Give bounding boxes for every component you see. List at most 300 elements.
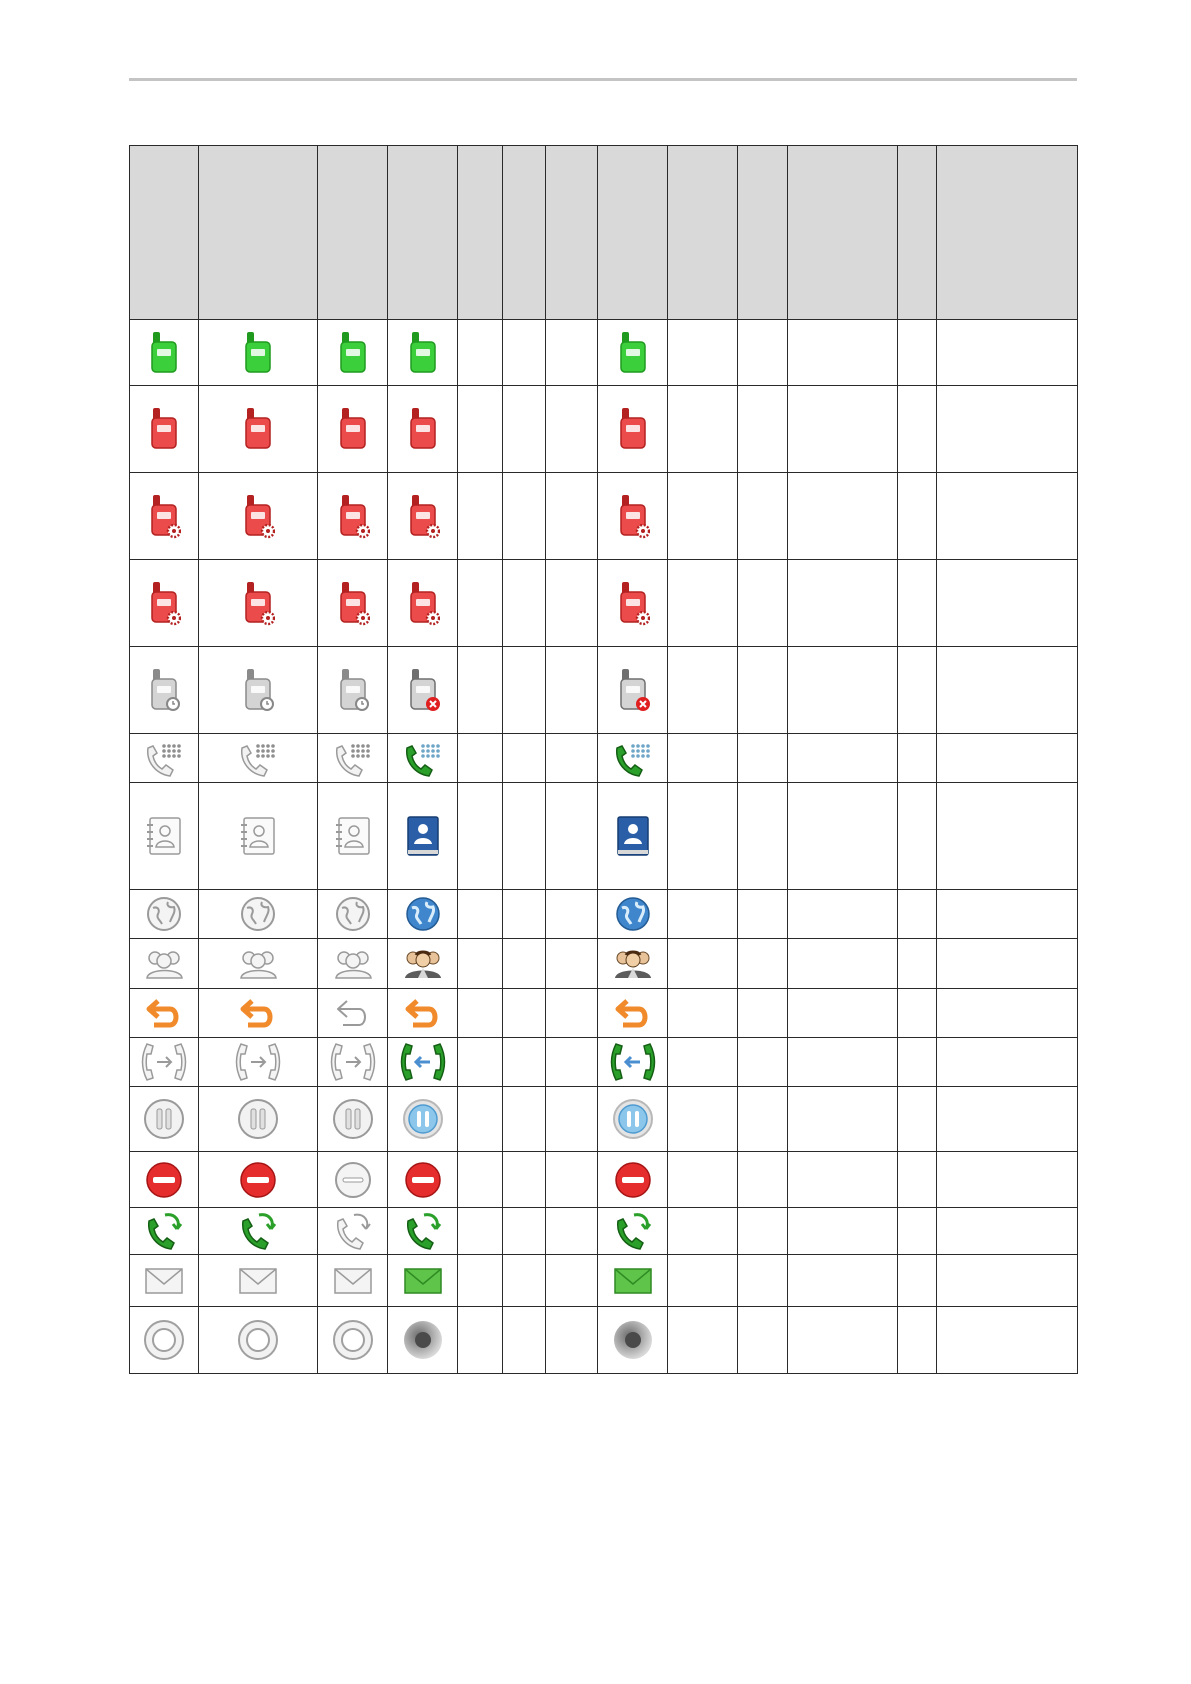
record-icon xyxy=(236,1318,280,1362)
table-cell xyxy=(503,734,546,783)
table-cell xyxy=(199,1208,318,1255)
table-cell xyxy=(458,783,503,890)
group-color-icon xyxy=(610,946,656,982)
table-cell xyxy=(668,939,738,989)
table-cell xyxy=(199,939,318,989)
table-cell xyxy=(668,989,738,1038)
record-dark-icon xyxy=(401,1318,445,1362)
table-cell xyxy=(598,473,668,560)
table-cell xyxy=(937,890,1078,939)
globe-icon xyxy=(333,894,373,934)
table-cell xyxy=(738,734,788,783)
table-cell xyxy=(388,1152,458,1208)
group-icon xyxy=(141,946,187,982)
header-rule xyxy=(129,78,1077,81)
table-cell xyxy=(668,890,738,939)
table-cell xyxy=(318,1087,388,1152)
table-cell xyxy=(898,890,937,939)
table-cell xyxy=(199,1307,318,1374)
globe-icon xyxy=(144,894,184,934)
table-cell xyxy=(388,1255,458,1307)
phone-red-gear-icon xyxy=(147,580,181,626)
dialpad-green-icon xyxy=(611,738,655,778)
dnd-red-icon xyxy=(613,1160,653,1200)
back-orange-icon xyxy=(144,995,184,1031)
table-cell xyxy=(546,1208,598,1255)
envelope-green-icon xyxy=(403,1266,443,1296)
phone-gray-icon xyxy=(241,667,275,713)
hold-icon xyxy=(236,1097,280,1141)
table-cell xyxy=(788,734,898,783)
table-cell xyxy=(458,1307,503,1374)
phone-red-icon xyxy=(616,406,650,452)
table-cell xyxy=(788,890,898,939)
table-cell xyxy=(199,1087,318,1152)
table-row xyxy=(130,939,1078,989)
phone-red-gear-icon xyxy=(406,580,440,626)
table-cell xyxy=(318,939,388,989)
dnd-red-icon xyxy=(403,1160,443,1200)
table-cell xyxy=(668,320,738,386)
directory-icon xyxy=(144,814,184,858)
table-cell xyxy=(503,890,546,939)
transfer-icon xyxy=(328,1040,378,1084)
table-cell xyxy=(898,386,937,473)
table-cell xyxy=(130,1307,199,1374)
table-cell xyxy=(738,1038,788,1087)
table-cell xyxy=(937,386,1078,473)
table-row xyxy=(130,989,1078,1038)
table-cell xyxy=(458,890,503,939)
table-cell xyxy=(788,647,898,734)
table-cell xyxy=(130,647,199,734)
header-cell xyxy=(318,146,388,320)
table-cell xyxy=(318,1208,388,1255)
table-cell xyxy=(199,386,318,473)
table-cell xyxy=(546,734,598,783)
back-orange-icon xyxy=(403,995,443,1031)
envelope-icon xyxy=(144,1266,184,1296)
table-cell xyxy=(738,783,788,890)
forward-outline-icon xyxy=(332,1211,374,1251)
table-cell xyxy=(458,320,503,386)
table-cell xyxy=(458,1255,503,1307)
table-cell xyxy=(598,1152,668,1208)
table-row xyxy=(130,734,1078,783)
table-cell xyxy=(318,989,388,1038)
record-icon xyxy=(331,1318,375,1362)
table-cell xyxy=(738,473,788,560)
table-cell xyxy=(546,560,598,647)
table-cell xyxy=(199,734,318,783)
table-cell xyxy=(937,989,1078,1038)
table-cell xyxy=(130,1152,199,1208)
dialpad-icon xyxy=(236,738,280,778)
table-cell xyxy=(738,560,788,647)
directory-blue-icon xyxy=(403,814,443,858)
table-cell xyxy=(546,1087,598,1152)
table-cell xyxy=(130,560,199,647)
table-cell xyxy=(388,890,458,939)
table-cell xyxy=(503,560,546,647)
table-cell xyxy=(738,989,788,1038)
icon-table xyxy=(129,145,1078,1374)
table-cell xyxy=(937,783,1078,890)
table-cell xyxy=(738,1087,788,1152)
table-cell xyxy=(199,560,318,647)
table-cell xyxy=(937,734,1078,783)
table-cell xyxy=(898,560,937,647)
directory-blue-icon xyxy=(613,814,653,858)
table-cell xyxy=(668,1255,738,1307)
phone-red-gear-icon xyxy=(616,493,650,539)
table-cell xyxy=(546,1307,598,1374)
dialpad-icon xyxy=(331,738,375,778)
table-cell xyxy=(668,734,738,783)
table-row xyxy=(130,560,1078,647)
header-cell xyxy=(898,146,937,320)
table-cell xyxy=(458,647,503,734)
table-cell xyxy=(130,386,199,473)
phone-red-gear-icon xyxy=(241,493,275,539)
table-cell xyxy=(503,939,546,989)
table-row xyxy=(130,1208,1078,1255)
table-row xyxy=(130,1087,1078,1152)
table-cell xyxy=(788,1152,898,1208)
table-cell xyxy=(668,647,738,734)
table-cell xyxy=(937,560,1078,647)
table-cell xyxy=(668,1307,738,1374)
table-cell xyxy=(668,783,738,890)
table-cell xyxy=(318,1255,388,1307)
table-cell xyxy=(130,1208,199,1255)
envelope-icon xyxy=(238,1266,278,1296)
table-cell xyxy=(546,1038,598,1087)
table-cell xyxy=(937,1152,1078,1208)
table-cell xyxy=(130,1038,199,1087)
table-cell xyxy=(937,647,1078,734)
table-cell xyxy=(546,989,598,1038)
table-cell xyxy=(318,386,388,473)
table-cell xyxy=(503,1152,546,1208)
transfer-green-icon xyxy=(398,1040,448,1084)
forward-green-icon xyxy=(612,1211,654,1251)
phone-green-icon xyxy=(616,330,650,376)
table-cell xyxy=(788,939,898,989)
table-cell xyxy=(388,386,458,473)
hold-icon xyxy=(142,1097,186,1141)
table-cell xyxy=(318,320,388,386)
table-cell xyxy=(130,939,199,989)
phone-green-icon xyxy=(336,330,370,376)
table-cell xyxy=(898,1152,937,1208)
phone-gray-icon xyxy=(336,667,370,713)
table-cell xyxy=(130,783,199,890)
table-cell xyxy=(199,1255,318,1307)
table-cell xyxy=(598,1038,668,1087)
envelope-icon xyxy=(333,1266,373,1296)
table-cell xyxy=(546,320,598,386)
table-cell xyxy=(898,1307,937,1374)
table-cell xyxy=(388,560,458,647)
table-cell xyxy=(503,473,546,560)
table-cell xyxy=(199,320,318,386)
table-cell xyxy=(458,1208,503,1255)
table-cell xyxy=(130,1255,199,1307)
directory-icon xyxy=(333,814,373,858)
table-cell xyxy=(388,734,458,783)
hold-blue-icon xyxy=(401,1097,445,1141)
table-cell xyxy=(788,386,898,473)
table-cell xyxy=(738,1255,788,1307)
table-cell xyxy=(738,320,788,386)
group-icon xyxy=(330,946,376,982)
phone-green-icon xyxy=(147,330,181,376)
table-cell xyxy=(318,783,388,890)
table-cell xyxy=(937,1087,1078,1152)
table-cell xyxy=(738,386,788,473)
table-cell xyxy=(738,1152,788,1208)
table-cell xyxy=(130,890,199,939)
table-cell xyxy=(388,783,458,890)
record-dark-icon xyxy=(611,1318,655,1362)
table-cell xyxy=(598,1307,668,1374)
table-cell xyxy=(898,939,937,989)
envelope-green-icon xyxy=(613,1266,653,1296)
table-cell xyxy=(503,647,546,734)
dialpad-icon xyxy=(142,738,186,778)
group-color-icon xyxy=(400,946,446,982)
forward-green-icon xyxy=(237,1211,279,1251)
table-cell xyxy=(668,1087,738,1152)
table-cell xyxy=(458,1038,503,1087)
record-icon xyxy=(142,1318,186,1362)
table-cell xyxy=(937,1307,1078,1374)
table-cell xyxy=(598,647,668,734)
table-cell xyxy=(458,989,503,1038)
table-cell xyxy=(788,560,898,647)
table-cell xyxy=(937,1255,1078,1307)
transfer-green-icon xyxy=(608,1040,658,1084)
table-cell xyxy=(738,890,788,939)
table-cell xyxy=(388,1087,458,1152)
table-cell xyxy=(738,647,788,734)
table-cell xyxy=(788,1038,898,1087)
phone-gray-error-icon xyxy=(406,667,440,713)
header-cell xyxy=(503,146,546,320)
phone-green-icon xyxy=(241,330,275,376)
table-header-row xyxy=(130,146,1078,320)
table-cell xyxy=(598,939,668,989)
phone-red-icon xyxy=(241,406,275,452)
table-cell xyxy=(130,734,199,783)
directory-icon xyxy=(238,814,278,858)
header-cell xyxy=(937,146,1078,320)
table-cell xyxy=(458,560,503,647)
table-cell xyxy=(318,473,388,560)
table-cell xyxy=(130,1087,199,1152)
table-cell xyxy=(598,1087,668,1152)
table-cell xyxy=(546,783,598,890)
table-cell xyxy=(130,473,199,560)
table-cell xyxy=(898,1208,937,1255)
table-cell xyxy=(546,1255,598,1307)
globe-blue-icon xyxy=(403,894,443,934)
dnd-red-icon xyxy=(144,1160,184,1200)
table-cell xyxy=(318,890,388,939)
table-cell xyxy=(503,989,546,1038)
forward-green-icon xyxy=(143,1211,185,1251)
table-row xyxy=(130,783,1078,890)
table-cell xyxy=(318,1152,388,1208)
table-cell xyxy=(898,647,937,734)
table-cell xyxy=(898,473,937,560)
table-cell xyxy=(458,473,503,560)
table-cell xyxy=(503,386,546,473)
table-cell xyxy=(788,989,898,1038)
table-cell xyxy=(668,1208,738,1255)
table-cell xyxy=(598,320,668,386)
table-cell xyxy=(598,386,668,473)
table-cell xyxy=(503,1307,546,1374)
table-cell xyxy=(668,1038,738,1087)
table-cell xyxy=(458,1152,503,1208)
table-row xyxy=(130,1038,1078,1087)
table-cell xyxy=(388,473,458,560)
table-cell xyxy=(318,647,388,734)
table-cell xyxy=(546,473,598,560)
transfer-icon xyxy=(139,1040,189,1084)
back-outline-icon xyxy=(333,995,373,1031)
dnd-red-icon xyxy=(238,1160,278,1200)
table-cell xyxy=(130,320,199,386)
table-cell xyxy=(503,1038,546,1087)
table-cell xyxy=(598,1255,668,1307)
table-cell xyxy=(458,1087,503,1152)
header-cell xyxy=(458,146,503,320)
phone-red-gear-icon xyxy=(336,580,370,626)
table-row xyxy=(130,1307,1078,1374)
table-row xyxy=(130,890,1078,939)
table-cell xyxy=(503,783,546,890)
table-cell xyxy=(668,386,738,473)
transfer-icon xyxy=(233,1040,283,1084)
table-cell xyxy=(388,1307,458,1374)
table-cell xyxy=(668,560,738,647)
table-cell xyxy=(199,989,318,1038)
table-cell xyxy=(937,1038,1078,1087)
table-cell xyxy=(788,1087,898,1152)
table-cell xyxy=(199,1152,318,1208)
table-cell xyxy=(318,734,388,783)
table-cell xyxy=(458,386,503,473)
group-icon xyxy=(235,946,281,982)
table-cell xyxy=(388,320,458,386)
table-cell xyxy=(546,1152,598,1208)
phone-green-icon xyxy=(406,330,440,376)
table-cell xyxy=(598,783,668,890)
table-cell xyxy=(738,1307,788,1374)
table-row xyxy=(130,473,1078,560)
phone-gray-error-icon xyxy=(616,667,650,713)
header-cell xyxy=(668,146,738,320)
table-cell xyxy=(898,1087,937,1152)
table-cell xyxy=(668,473,738,560)
table-cell xyxy=(318,1307,388,1374)
table-cell xyxy=(898,1255,937,1307)
table-cell xyxy=(546,386,598,473)
phone-red-gear-icon xyxy=(336,493,370,539)
phone-red-gear-icon xyxy=(241,580,275,626)
table-cell xyxy=(898,783,937,890)
table-cell xyxy=(937,939,1078,989)
table-cell xyxy=(898,1038,937,1087)
phone-gray-icon xyxy=(147,667,181,713)
phone-red-gear-icon xyxy=(406,493,440,539)
table-cell xyxy=(937,320,1078,386)
table-cell xyxy=(503,1208,546,1255)
table-cell xyxy=(199,647,318,734)
table-cell xyxy=(788,320,898,386)
table-cell xyxy=(546,890,598,939)
table-cell xyxy=(546,939,598,989)
table-row xyxy=(130,647,1078,734)
table-cell xyxy=(388,647,458,734)
globe-icon xyxy=(238,894,278,934)
table-cell xyxy=(458,939,503,989)
table-cell xyxy=(788,1307,898,1374)
globe-blue-icon xyxy=(613,894,653,934)
phone-red-icon xyxy=(336,406,370,452)
dnd-outline-icon xyxy=(333,1160,373,1200)
header-cell xyxy=(199,146,318,320)
header-cell xyxy=(788,146,898,320)
phone-red-gear-icon xyxy=(147,493,181,539)
table-cell xyxy=(388,939,458,989)
table-cell xyxy=(668,1152,738,1208)
table-cell xyxy=(546,647,598,734)
table-cell xyxy=(788,783,898,890)
table-cell xyxy=(738,1208,788,1255)
table-cell xyxy=(318,560,388,647)
table-cell xyxy=(388,1208,458,1255)
table-cell xyxy=(937,1208,1078,1255)
table-cell xyxy=(598,734,668,783)
table-cell xyxy=(199,473,318,560)
header-cell xyxy=(598,146,668,320)
table-row xyxy=(130,320,1078,386)
phone-red-icon xyxy=(147,406,181,452)
table-cell xyxy=(898,989,937,1038)
table-cell xyxy=(503,1087,546,1152)
header-cell xyxy=(546,146,598,320)
table-cell xyxy=(503,320,546,386)
phone-red-icon xyxy=(406,406,440,452)
table-cell xyxy=(503,1255,546,1307)
table-cell xyxy=(598,560,668,647)
table-row xyxy=(130,1255,1078,1307)
table-cell xyxy=(788,1208,898,1255)
table-cell xyxy=(898,734,937,783)
phone-red-gear-icon xyxy=(616,580,650,626)
table-cell xyxy=(598,890,668,939)
table-cell xyxy=(199,1038,318,1087)
header-cell xyxy=(130,146,199,320)
table-row xyxy=(130,386,1078,473)
table-row xyxy=(130,1152,1078,1208)
table-cell xyxy=(388,1038,458,1087)
table-cell xyxy=(318,1038,388,1087)
